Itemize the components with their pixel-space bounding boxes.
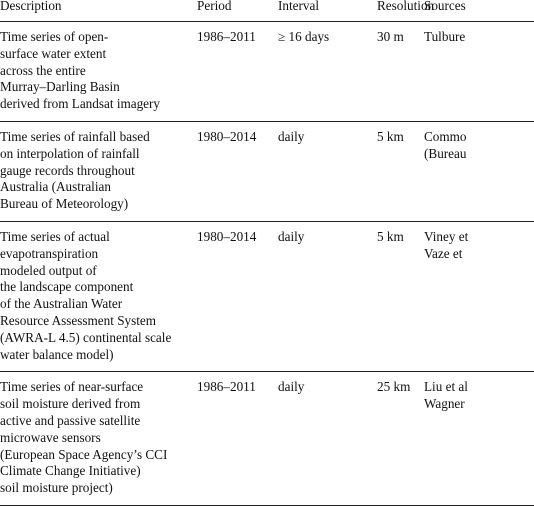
description-cell — [0, 379, 167, 497]
source-line: Liu et al — [424, 379, 468, 395]
interval-cell: daily — [278, 379, 305, 395]
description-line: gauge records throughout — [0, 162, 135, 178]
description-line: Australia (Australian — [0, 179, 111, 195]
description-line: (European Space Agency’s CCI — [0, 446, 168, 462]
description-line: on interpolation of rainfall — [0, 145, 140, 161]
source-line: (Bureau — [424, 145, 467, 161]
interval-cell: daily — [278, 129, 305, 144]
table-row — [0, 372, 534, 506]
description-cell — [0, 229, 171, 363]
description-line: modeled output of — [0, 262, 97, 278]
description-cell — [0, 129, 150, 213]
sources-cell — [424, 129, 467, 163]
source-line: Viney et — [424, 229, 469, 244]
resolution-cell: 5 km — [377, 129, 404, 144]
interval-cell: daily — [278, 229, 305, 244]
period-cell: 1980–2014 — [197, 129, 257, 144]
header-period: Period — [197, 0, 232, 13]
table-header-row — [0, 0, 534, 22]
description-line: across the entire — [0, 62, 86, 78]
description-line: derived from Landsat imagery — [0, 96, 161, 112]
description-line: Time series of open- — [0, 29, 109, 44]
resolution-cell: 5 km — [377, 229, 404, 244]
header-interval: Interval — [278, 0, 320, 13]
interval-cell: ≥ 16 days — [278, 29, 330, 44]
table-row — [0, 22, 534, 122]
period-cell: 1980–2014 — [197, 229, 257, 244]
table-row — [0, 122, 534, 222]
description-line: Time series of rainfall based — [0, 129, 150, 144]
sources-cell — [424, 379, 468, 413]
description-line: of the Australian Water — [0, 296, 123, 312]
description-line: microwave sensors — [0, 429, 101, 445]
description-line: Time series of actual — [0, 229, 110, 244]
table-body — [0, 22, 534, 506]
source-line: Commo — [424, 129, 467, 144]
description-line: evapotranspiration — [0, 245, 99, 261]
description-cell — [0, 29, 160, 113]
header-resolution: Resolution — [377, 0, 435, 13]
description-line: active and passive satellite — [0, 412, 141, 428]
resolution-cell: 25 km — [377, 379, 411, 395]
sources-cell — [424, 229, 468, 263]
source-line: Vaze et — [424, 245, 463, 261]
period-cell: 1986–2011 — [197, 29, 256, 44]
description-line: soil moisture project) — [0, 480, 113, 496]
description-line: soil moisture derived from — [0, 396, 141, 412]
source-line: Tulbure — [424, 29, 466, 44]
description-line: Time series of near-surface — [0, 379, 144, 395]
description-line: Bureau of Meteorology) — [0, 196, 129, 212]
source-line: Wagner — [424, 396, 465, 412]
description-line: Resource Assessment System — [0, 312, 157, 328]
description-line: surface water extent — [0, 45, 107, 61]
description-line: (AWRA-L 4.5) continental scale — [0, 329, 172, 345]
description-line: Murray–Darling Basin — [0, 79, 120, 95]
period-cell: 1986–2011 — [197, 379, 256, 395]
resolution-cell: 30 m — [377, 29, 404, 44]
header-sources: Sources — [424, 0, 466, 13]
description-line: Climate Change Initiative) — [0, 463, 141, 479]
description-line: water balance model) — [0, 346, 114, 362]
description-line: the landscape component — [0, 279, 134, 295]
sources-cell — [424, 29, 465, 46]
header-description: Description — [0, 0, 62, 13]
table-row — [0, 222, 534, 372]
